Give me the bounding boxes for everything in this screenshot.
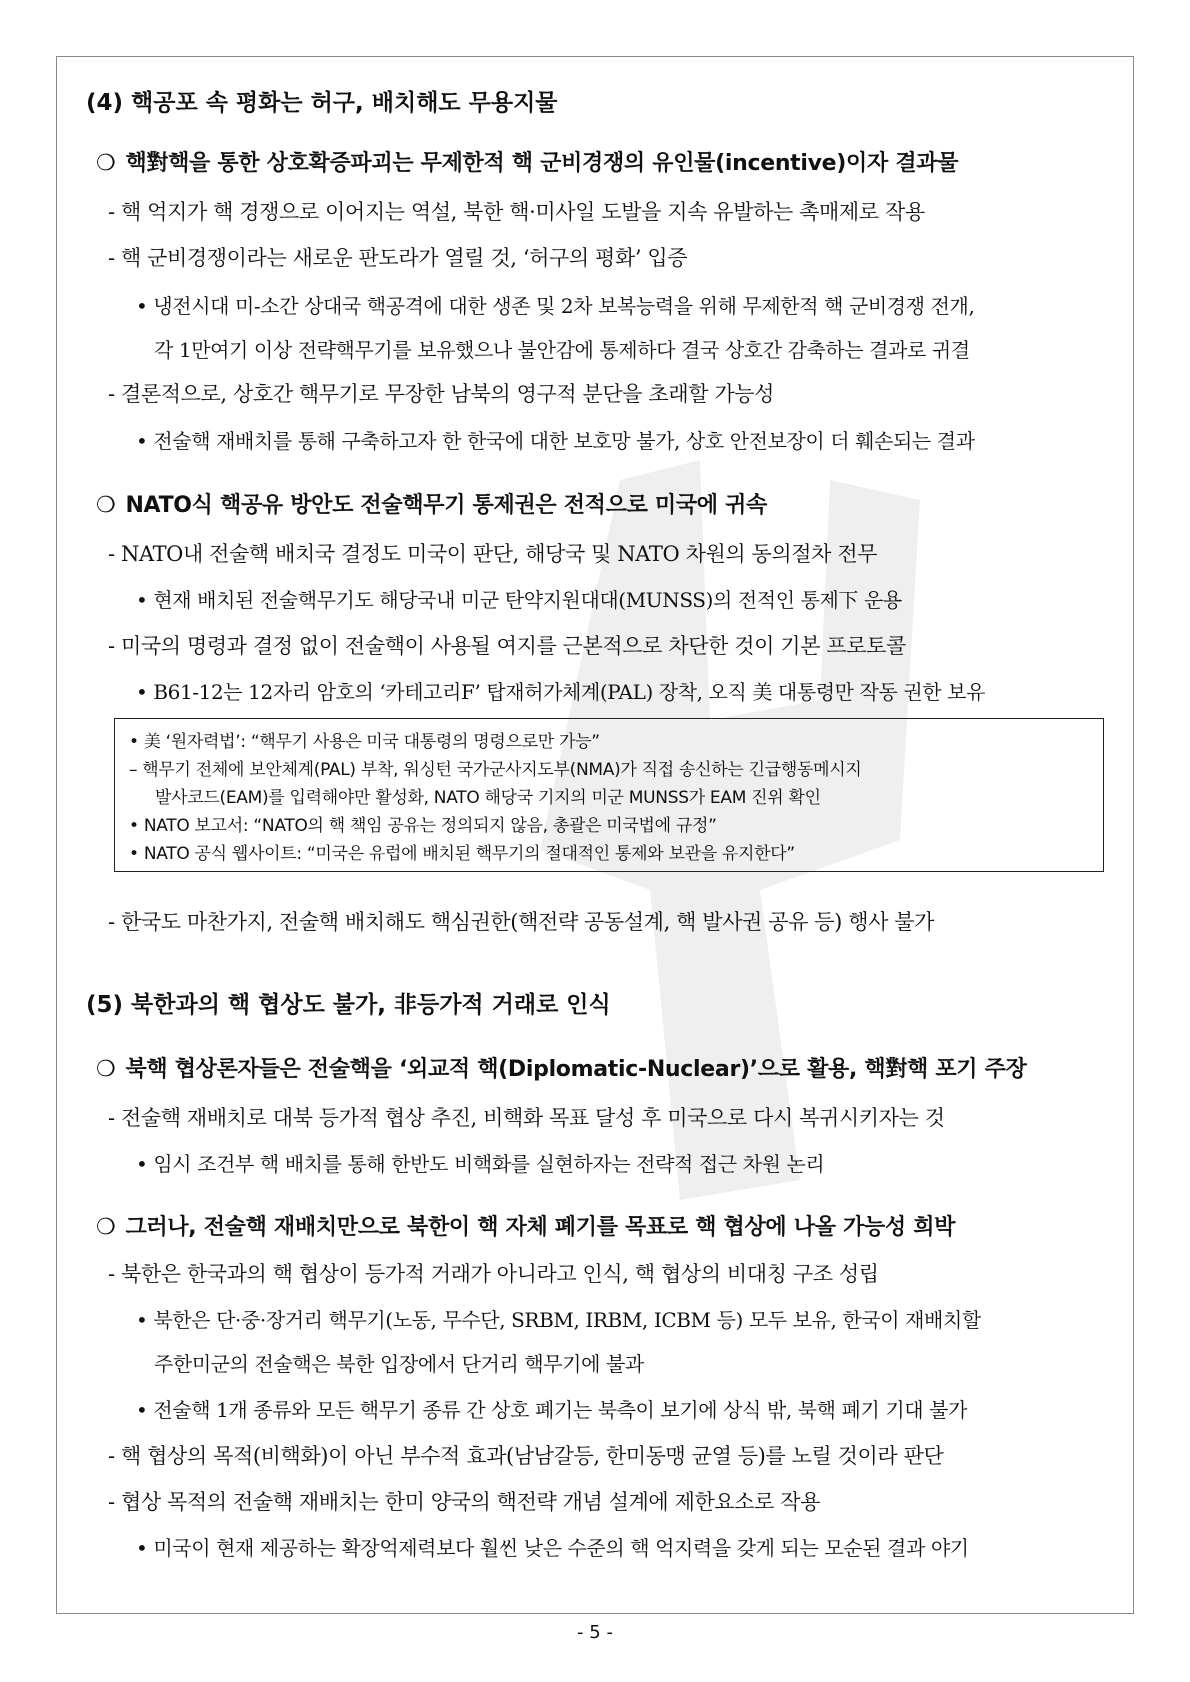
bullet-item: • B61-12는 12자리 암호의 ‘카테고리F’ 탑재허가체계(PAL) 장착, 오직 美 대통령만 작동 권한 보유: [136, 680, 985, 704]
circle-bullet-icon: ❍: [96, 151, 116, 176]
dash-item: - 핵 억지가 핵 경쟁으로 이어지는 역설, 북한 핵·미사일 도발을 지속 유발하는 촉매제로 작용: [108, 200, 925, 224]
page-number: - 5 -: [577, 1622, 613, 1643]
dash-item: - 전술핵 재배치로 대북 등가적 협상 추진, 비핵화 목표 달성 후 미국으로 다시 복귀시키자는 것: [108, 1106, 945, 1130]
box-line: • NATO 보고서: “NATO의 핵 책임 공유는 정의되지 않음, 총괄은 미국법에 규정”: [129, 816, 717, 836]
dash-item: - 협상 목적의 전술핵 재배치는 한미 양국의 핵전략 개념 설계에 제한요소로 작용: [108, 1490, 821, 1514]
box-line: – 핵무기 전체에 보안체계(PAL) 부착, 워싱턴 국가군사지도부(NMA)가 직접 송신하는 긴급행동메시지: [129, 760, 862, 780]
dash-item: - 핵 협상의 목적(비핵화)이 아닌 부수적 효과(남남갈등, 한미동맹 균열 등)를 노릴 것이라 판단: [108, 1444, 944, 1468]
bullet-item-continued: 각 1만여기 이상 전략핵무기를 보유했으나 불안감에 통제하다 결국 상호간 감축하는 결과로 귀결: [154, 338, 970, 362]
bullet-item: • 전술핵 1개 종류와 모든 핵무기 종류 간 상호 폐기는 북측이 보기에 상식 밖, 북핵 폐기 기대 불가: [136, 1398, 967, 1422]
circle-bullet-icon: ❍: [96, 1057, 116, 1082]
section-5-title: (5) 북한과의 핵 협상도 불가, 非등가적 거래로 인식: [86, 992, 611, 1018]
dash-item: - 결론적으로, 상호간 핵무기로 무장한 남북의 영구적 분단을 초래할 가능성: [108, 382, 775, 406]
bullet-item: • 전술핵 재배치를 통해 구축하고자 한 한국에 대한 보호망 불가, 상호 안전보장이 더 훼손되는 결과: [136, 429, 975, 453]
section-4-title: (4) 핵공포 속 평화는 허구, 배치해도 무용지물: [86, 90, 558, 116]
bullet-item: • 현재 배치된 전술핵무기도 해당국내 미군 탄약지원대대(MUNSS)의 전적인 통제下 운용: [136, 588, 902, 612]
box-line: • NATO 공식 웹사이트: “미국은 유럽에 배치된 핵무기의 절대적인 통제와 보관을 유지한다”: [129, 844, 795, 864]
reference-box: [114, 718, 1104, 872]
box-line: 발사코드(EAM)를 입력해야만 활성화, NATO 해당국 기지의 미군 MUNSS가 EAM 진위 확인: [155, 788, 821, 808]
bullet-item: • 북한은 단·중·장거리 핵무기(노동, 무수단, SRBM, IRBM, ICBM 등) 모두 보유, 한국이 재배치할: [136, 1308, 981, 1332]
circle-bullet-icon: ❍: [96, 493, 116, 518]
circle-item: ❍ 핵對핵을 통한 상호확증파괴는 무제한적 핵 군비경쟁의 유인물(incentive)이자 결과물: [96, 151, 959, 176]
dash-item: - 북한은 한국과의 핵 협상이 등가적 거래가 아니라고 인식, 핵 협상의 비대칭 구조 성립: [108, 1262, 879, 1286]
bullet-item: • 냉전시대 미-소간 상대국 핵공격에 대한 생존 및 2차 보복능력을 위해 무제한적 핵 군비경쟁 전개,: [136, 294, 975, 318]
bullet-item-continued: 주한미군의 전술핵은 북한 입장에서 단거리 핵무기에 불과: [154, 1352, 644, 1376]
bullet-item: • 미국이 현재 제공하는 확장억제력보다 훨씬 낮은 수준의 핵 억지력을 갖게 되는 모순된 결과 야기: [136, 1536, 969, 1560]
dash-item: - 핵 군비경쟁이라는 새로운 판도라가 열릴 것, ‘허구의 평화’ 입증: [108, 246, 688, 270]
circle-item: ❍ NATO식 핵공유 방안도 전술핵무기 통제권은 전적으로 미국에 귀속: [96, 493, 767, 518]
circle-item: ❍ 그러나, 전술핵 재배치만으로 북한이 핵 자체 폐기를 목표로 핵 협상에 나올 가능성 희박: [96, 1215, 956, 1240]
bullet-item: • 임시 조건부 핵 배치를 통해 한반도 비핵화를 실현하자는 전략적 접근 차원 논리: [136, 1152, 825, 1176]
box-line: • 美 ‘원자력법’: “핵무기 사용은 미국 대통령의 명령으로만 가능”: [129, 732, 600, 752]
circle-bullet-icon: ❍: [96, 1215, 116, 1240]
dash-item: - 미국의 명령과 결정 없이 전술핵이 사용될 여지를 근본적으로 차단한 것이 기본 프로토콜: [108, 634, 906, 658]
dash-item: - 한국도 마찬가지, 전술핵 배치해도 핵심권한(핵전략 공동설계, 핵 발사권 공유 등) 행사 불가: [108, 910, 935, 934]
dash-item: - NATO내 전술핵 배치국 결정도 미국이 판단, 해당국 및 NATO 차원의 동의절차 전무: [108, 542, 878, 566]
circle-item: ❍ 북핵 협상론자들은 전술핵을 ‘외교적 핵(Diplomatic-Nuclear)’으로 활용, 핵對핵 포기 주장: [96, 1057, 1027, 1082]
